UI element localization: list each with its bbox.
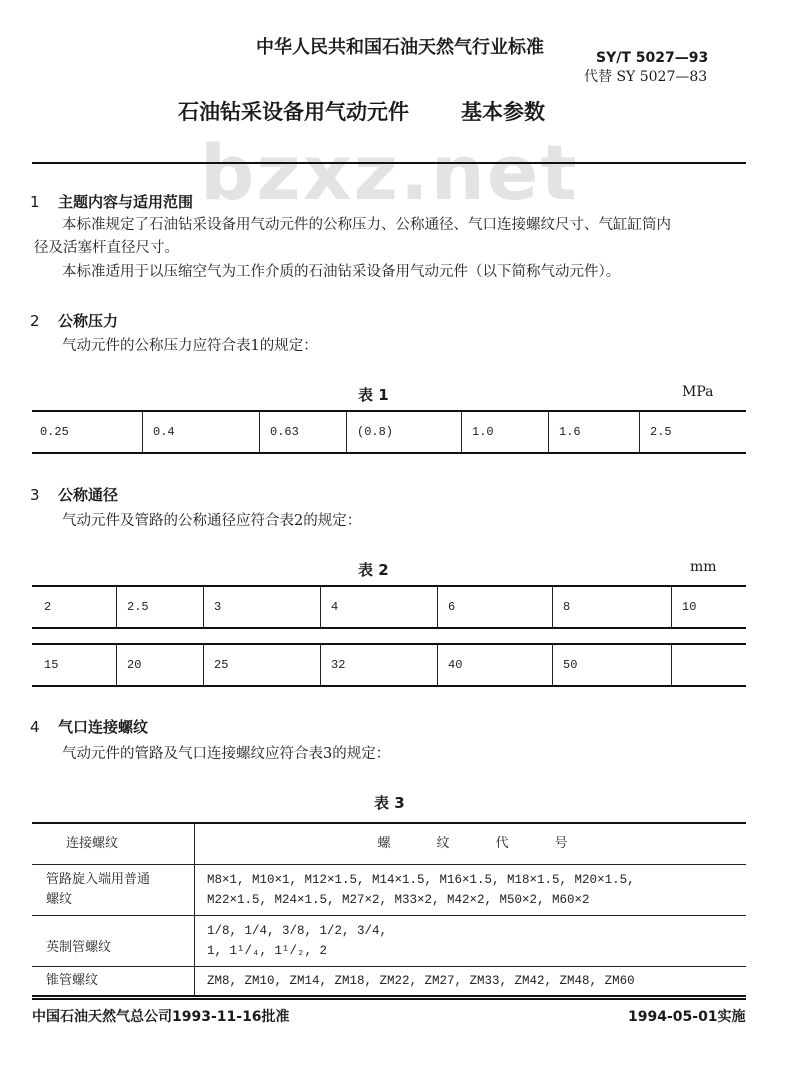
table-cell: 10	[672, 586, 747, 628]
thread-codes-line: M22×1.5, M24×1.5, M27×2, M33×2, M42×2, M50×2, M60×2	[207, 893, 590, 907]
section-1-para-1-cont: 径及活塞杆直径尺寸。	[34, 240, 179, 256]
standard-code: SY/T 5027—93	[596, 50, 709, 66]
table-cell: 2.5	[117, 586, 204, 628]
section-2-heading	[30, 310, 118, 331]
thread-codes-line: M8×1, M10×1, M12×1.5, M14×1.5, M16×1.5, M18×1.5, M20×1.5,	[207, 873, 635, 887]
section-title: 气口连接螺纹	[58, 718, 149, 736]
section-title: 主题内容与适用范围	[58, 193, 194, 211]
table-cell: 3	[204, 586, 321, 628]
table-1-caption: 表 1	[358, 386, 389, 404]
table-cell: (0.8)	[347, 411, 462, 453]
thread-type-line: 螺纹	[46, 892, 73, 907]
thread-type-line: 锥管螺纹	[46, 973, 99, 988]
thread-codes	[195, 916, 747, 967]
section-1-para-1: 本标准规定了石油钻采设备用气动元件的公称压力、公称通径、气口连接螺纹尺寸、气缸缸筒内	[62, 217, 671, 233]
table-cell	[672, 644, 747, 686]
thread-codes	[195, 967, 747, 997]
section-title: 公称压力	[58, 312, 119, 330]
table-cell: 8	[553, 586, 672, 628]
replaces-code: 代替 SY 5027—83	[584, 69, 708, 85]
column-header: 连接螺纹	[32, 823, 195, 865]
table-cell: 4	[321, 586, 438, 628]
section-3-heading	[30, 484, 118, 505]
table-3-caption: 表 3	[374, 794, 405, 812]
table-3	[32, 822, 746, 997]
section-title: 公称通径	[58, 486, 119, 504]
thread-type-line: 管路旋入端用普通	[46, 872, 151, 887]
column-header: 螺纹代号	[377, 836, 614, 851]
table-cell: 1.6	[549, 411, 640, 453]
table-2-unit: mm	[690, 559, 717, 575]
table-row	[32, 916, 746, 967]
thread-type	[32, 865, 195, 916]
table-cell: 6	[438, 586, 553, 628]
title-part-1: 石油钻采设备用气动元件	[178, 100, 409, 124]
table-cell: 25	[204, 644, 321, 686]
section-2-para: 气动元件的公称压力应符合表1的规定：	[62, 338, 318, 354]
watermark: bzxz.net	[200, 128, 579, 217]
table-2-row-1	[32, 585, 746, 629]
table-cell: 50	[553, 644, 672, 686]
table-row	[32, 411, 746, 453]
thread-codes	[195, 865, 747, 916]
table-cell: 20	[117, 644, 204, 686]
thread-codes-line: 1/8, 1/4, 3/8, 1/2, 3/4,	[207, 924, 388, 938]
table-1-unit: MPa	[682, 384, 714, 400]
document-title	[178, 96, 545, 126]
table-row	[32, 586, 746, 628]
title-part-2: 基本参数	[461, 100, 545, 124]
section-4-para: 气动元件的管路及气口连接螺纹应符合表3的规定：	[62, 746, 391, 762]
table-cell: 32	[321, 644, 438, 686]
thread-codes-line: 1, 1¹/₄, 1¹/₂, 2	[207, 944, 328, 958]
table-cell: 2	[44, 600, 52, 614]
section-number: 3	[30, 486, 40, 504]
table-cell: 15	[44, 658, 59, 672]
table-cell: 0.25	[40, 425, 69, 439]
table-cell: 2.5	[640, 411, 747, 453]
table-cell: 1.0	[462, 411, 549, 453]
approval-line: 中国石油天然气总公司1993-11-16批准	[32, 1009, 290, 1025]
header-rule	[32, 162, 746, 164]
thread-codes-line: ZM8, ZM10, ZM14, ZM18, ZM22, ZM27, ZM33, ZM42, ZM48, ZM60	[207, 974, 635, 988]
table-2-row-2	[32, 643, 746, 687]
table-row	[32, 644, 746, 686]
thread-type	[32, 967, 195, 997]
section-number: 2	[30, 312, 40, 330]
section-number: 1	[30, 193, 40, 211]
section-1-heading	[30, 191, 193, 212]
table-1	[32, 410, 746, 454]
table-2-caption: 表 2	[358, 561, 389, 579]
section-4-heading	[30, 716, 148, 737]
section-1-para-2: 本标准适用于以压缩空气为工作介质的石油钻采设备用气动元件（以下简称气动元件）。	[62, 264, 621, 280]
section-3-para: 气动元件及管路的公称通径应符合表2的规定：	[62, 513, 362, 529]
organization-title: 中华人民共和国石油天然气行业标准	[256, 37, 544, 58]
table-row	[32, 967, 746, 997]
implementation-date: 1994-05-01实施	[628, 1009, 746, 1025]
footer-rule	[32, 998, 746, 1000]
thread-type-line: 英制管螺纹	[46, 940, 112, 955]
table-cell: 40	[438, 644, 553, 686]
table-cell: 0.63	[260, 411, 347, 453]
section-number: 4	[30, 718, 40, 736]
thread-type	[32, 916, 195, 967]
table-row	[32, 865, 746, 916]
table-cell: 0.4	[143, 411, 260, 453]
table-header-row	[32, 823, 746, 865]
